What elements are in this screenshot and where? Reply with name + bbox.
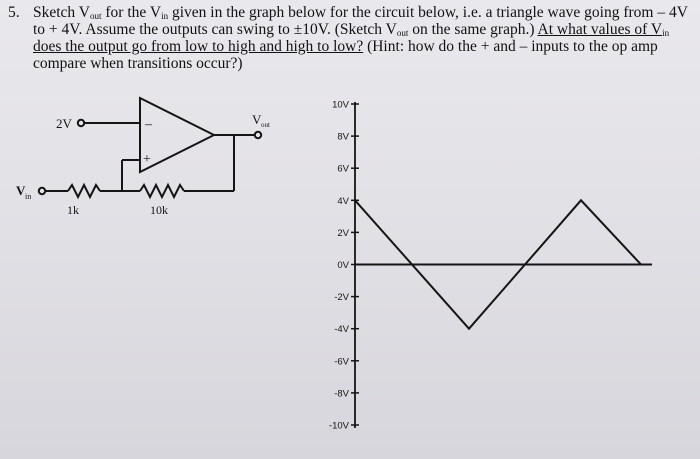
y-tick-label: -6V (334, 356, 349, 368)
op-amp-triangle (140, 98, 214, 172)
plot-series (355, 200, 652, 328)
vin-graph (329, 100, 652, 432)
y-axis-tick-labels (329, 100, 350, 432)
y-tick-label: 8V (337, 131, 349, 143)
problem-line-1: Sketch $V_{out}$ for the $V_{in}$ given in the graph below for the circuit below, i.e. a triangle wave going from – 4V (33, 4, 688, 21)
ref-voltage-label: 2V (56, 116, 72, 131)
ref-voltage-terminal (78, 120, 84, 126)
y-tick-label: -2V (334, 292, 349, 304)
resistor-1k (68, 185, 100, 197)
vout-subscript: out (261, 121, 270, 129)
r1-label: 1k (67, 203, 79, 217)
y-tick-label: -8V (334, 388, 349, 400)
r2-label: 10k (150, 203, 168, 217)
problem-line-2: to + 4V. Assume the outputs can swing to ±10V. (Sketch $V_{out}$ on the same graph.) At what values of $V_{in}$ (33, 21, 670, 38)
y-tick-label: 10V (332, 99, 349, 111)
problem-line-3: does the output go from low to high and high to low? (Hint: how do the + and – inputs to the op amp (33, 38, 658, 55)
y-tick-label: -4V (334, 324, 349, 336)
resistor-10k (140, 185, 184, 197)
vout-terminal (255, 132, 261, 138)
y-tick-label: 2V (337, 227, 349, 239)
minus-input-sign: – (145, 117, 152, 132)
vin-terminal (39, 188, 45, 194)
y-tick-label: 0V (337, 260, 349, 271)
vin-label: V (16, 183, 26, 198)
y-tick-label: 6V (337, 163, 349, 175)
vout-label: V (252, 112, 262, 127)
vin-subscript: in (25, 192, 32, 201)
plus-input-sign: + (143, 152, 151, 167)
y-tick-label: -10V (328, 420, 349, 432)
problem-line-4: compare when transitions occur?) (33, 55, 243, 72)
circuit-labels (16, 112, 270, 217)
op-amp-circuit (39, 98, 261, 197)
question-number: 5. (8, 4, 20, 21)
y-tick-label: 4V (337, 195, 349, 207)
